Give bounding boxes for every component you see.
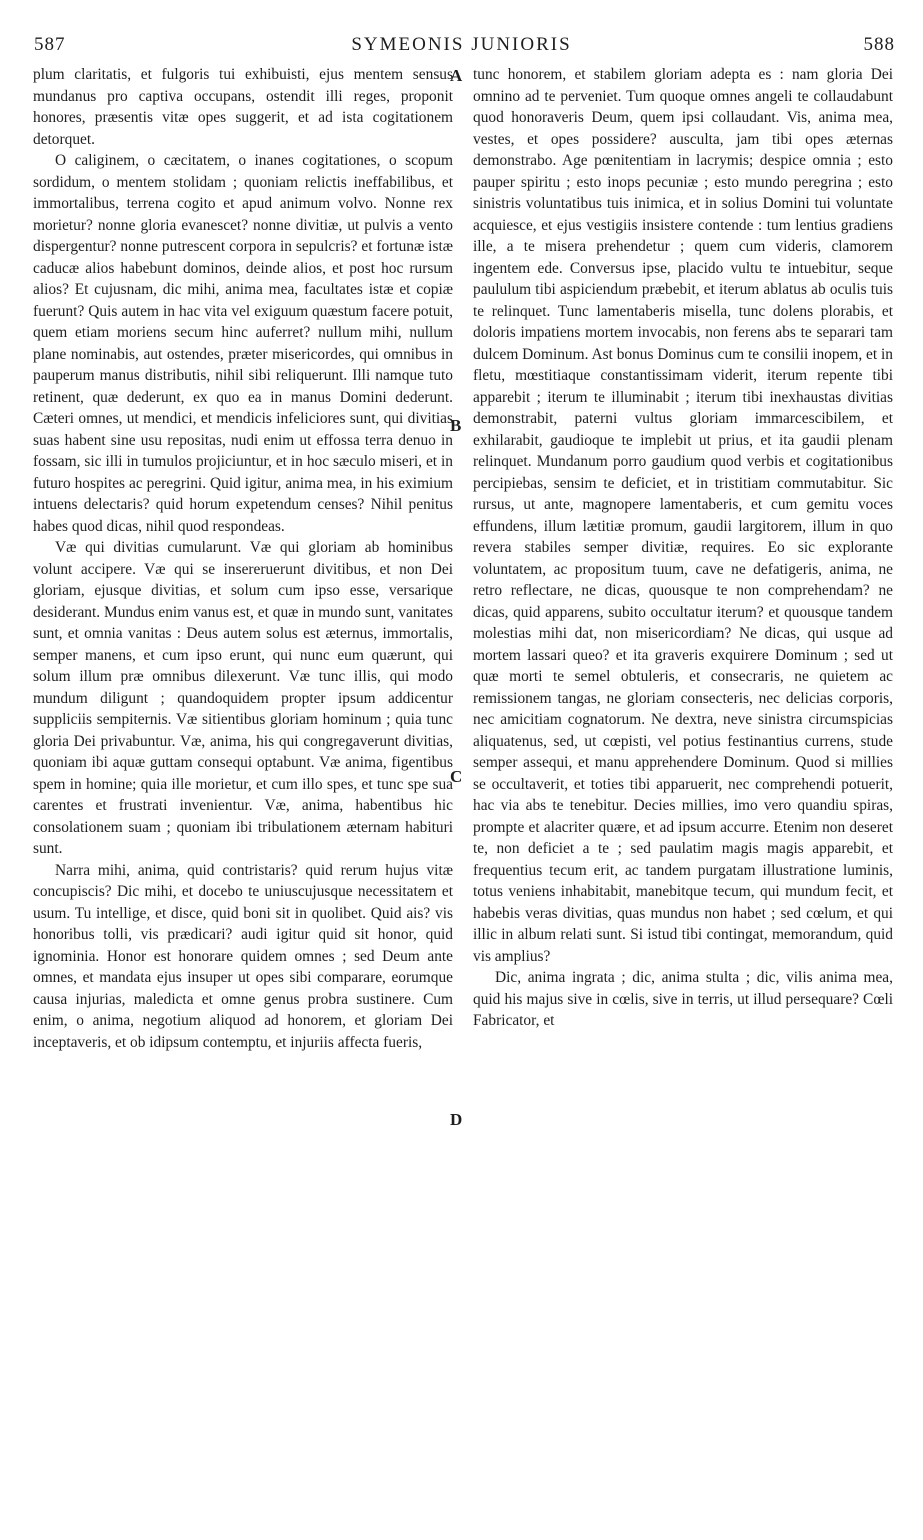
paragraph: Dic, anima ingrata ; dic, anima stulta ; dic, vilis anima mea, quid his majus sive in cœlis, sive in terris, ut illud persequare? Cœli Fabricator, et: [473, 969, 893, 1029]
margin-letter-c: C: [450, 767, 463, 786]
paragraph: tunc honorem, et stabilem gloriam adepta es : nam gloria Dei omnino ad te perveniet. Tum quoque omnes angeli te collaudabunt quod honoraveris Deum, quem ipsi collaudant. Vis, anima mea, vestes, et opes possidere? ausculta, jam tibi opes æternas demonstrabo. Age pœnitentiam in lacrymis; despice omnia ; esto pauper spiritu ; esto inops pecuniæ ; esto mundo peregrina ; esto sinistris voluntatibus tuis inimica, et in solius Domini tui voluntate acquiesce, et ejus vestigiis insistere contende : tum lentius gradiens ille, a te misera prehendetur ; quem cum videris, clamorem ingentem ede. Conversus ipse, placido vultu te intuebitur, seque paululum tibi aspiciendum præbebit, et iterum ablatus ab oculis tuis te relinquet. Tunc lamentaberis misella, tunc dolens plorabis, et doloris impatiens mortem invocabis, non ferens abs te separari tam dulcem Dominum. Ast bonus Dominus cum te consilii inopem, et in fletu, mœstitiaque constantissimam viderit, iterum repente tibi apparebit ; iterum te illuminabit ; iterum tibi inexhaustas divitias demonstrabit, paterni vultus gloriam immarcescibilem, et exhilarabit, gaudioque te implebit ut prius, et ita gaudii plenam relinquet. Mundanum porro gaudium quod verbis et cogitationibus percipiebas, sensim te deficiet, et in tristitiam commutabitur. Sic rursus, ut ante, magnopere lamentaberis, et cum gemitu voces effundens, illum lætitiæ promum, gaudii largitorem, illum in quo revera stabiles semper divitiæ, requires. Eo sic explorante voluntatem, ac propositum tuum, cave ne defatigeris, anima, ne retro reflectare, ne dicas, quousque te non comprehendam? ne dicas, quid apparens, subito occultatur iterum? et quousque tandem molestias mihi dat, non misericordiam? Ne dicas, qui usque ad mortem lassari queo? et ita graveris exquirere Dominum ; sed ut quæ morti te semel obtuleris, et consecraris, ne quietem ac remissionem tangas, ne gloriam consecteris, nec delicias corporis, nec amicitiam cognatorum. Ne dextra, neve sinistra circumspicias aliquatenus, sed, ut cœpisti, vel potius festinantius currens, stude semper assequi, et manu apprehendere Dominum. Quod si millies se occultaverit, et toties tibi apparuerit, nec comprehendi potuerit, hac via abs te tenebitur. Decies millies, imo vero quandiu spiras, prompte et alacriter quære, et ad ipsum accurre. Etenim non deseret te, non deficiet a te ; sed paulatim magis magis apparebit, et frequentius tecum erit, ac tandem purgatam illustratione luminis, totus veniens inhabitabit, manebitque tecum, qui mundum fecit, et habebis veras divitias, quas mundus non habet ; sed cœlum, et qui illic in album relati sunt. Si istud tibi contingat, memorandum, quid vis amplius?: [473, 66, 893, 965]
right-column: [473, 64, 893, 1032]
margin-letter-b: B: [450, 416, 462, 435]
paragraph: Narra mihi, anima, quid contristaris? quid rerum hujus vitæ concupiscis? Dic mihi, et docebo te uniuscujusque necessitatem et usum. Tu intellige, et disce, quid boni sit in quolibet. Quid ais? vis honoribus tolli, vis prædicari? audi igitur quid sit honor, quid ignominia. Honor est honorare quidem omnes ; sed Deum ante omnes, et mandata ejus insuper ut opes sibi comparare, eorumque causa injurias, maledicta et omne genus probra sustinere. Cum enim, o anima, negotium aliquod ad honorem, et gloriam Dei inceptaveris, et ob idipsum contemptu, et injuriis affecta fueris,: [33, 861, 453, 1051]
page-number-right: 588: [863, 34, 895, 55]
margin-letter-d: D: [450, 1110, 463, 1129]
page-number-left: 587: [34, 34, 66, 55]
paragraph: plum claritatis, et fulgoris tui exhibuisti, ejus mentem sensus mundanus pro captiva occupans, ostendit illi reges, proponit honores, præsentis vitæ opes suggerit, et ad ista cogitationem detorquet.: [33, 66, 453, 148]
paragraph: Væ qui divitias cumularunt. Væ qui gloriam ab hominibus volunt accipere. Væ qui se insereruerunt divitibus, et non Dei gloriam, ejusque divitias, et solum cum ipso esse, versarique desiderant. Mundus enim vanus est, et quæ in mundo sunt, vanitates sunt, et omnia vanitas : Deus autem solus est æternus, immortalis, semper manens, et cum ipso erunt, qui nunc eum quærunt, qui solum illum præ omnibus dilexerunt. Væ tunc illis, qui modo mundum diligunt ; quandoquidem propter ipsum addicentur suppliciis sempiternis. Væ sitientibus gloriam hominum ; quia tunc gloria Dei privabuntur. Væ, anima, his qui congregaverunt divitias, quoniam ibi aquæ guttam consequi optabunt. Væ anima, figentibus spem in homine; quia ille morietur, et cum illo spes, et tunc spe sua carentes et frustrati invenientur. Væ, anima, habentibus hic consolationem suam ; quoniam ibi tribulationem æternam habituri sunt.: [33, 539, 453, 857]
running-title: SYMEONIS JUNIORIS: [351, 34, 572, 55]
margin-letter-a: A: [450, 66, 463, 85]
left-column: [33, 64, 453, 1053]
paragraph: O caliginem, o cæcitatem, o inanes cogitationes, o scopum sordidum, o mentem stolidam ; quoniam relictis ineffabilibus, et immortalibus, terrena cogito et apud animum volvo. Nonne rex morietur? nonne gloria evanescet? nonne divitiæ, ut pulvis a vento dispergentur? nonne putrescent corpora in sepulcris? et fortunæ istæ caducæ alios habebunt dominos, deinde alios, et post hoc rursum alios? Et cujusnam, dic mihi, anima mea, facultates istæ et copiæ fuerunt? Quis autem in hac vita vel exiguum quæstum facere potuit, quem etiam moriens secum hinc auferret? nullum mihi, nullum plane nominabis, aut ostendes, præter misericordes, qui omnibus in pauperum manus distributis, nihil sibi reliquerunt. Illi namque tuto retinent, quæ dederunt, ex quo ea in manus Domini dederunt. Cæteri omnes, ut mendici, et mendicis infeliciores sunt, qui divitias suas habent sine usu repositas, nudi enim ut effossa terra denuo in fossam, sic illi in tumulos projiciuntur, et in hoc sæculo miseri, et in futuro hospites ac peregrini. Quid igitur, anima mea, in his eximium intuens delectaris? quid horum expetendum censes? Nihil penitus habes quod dicas, nihil quod respondeas.: [33, 152, 453, 535]
